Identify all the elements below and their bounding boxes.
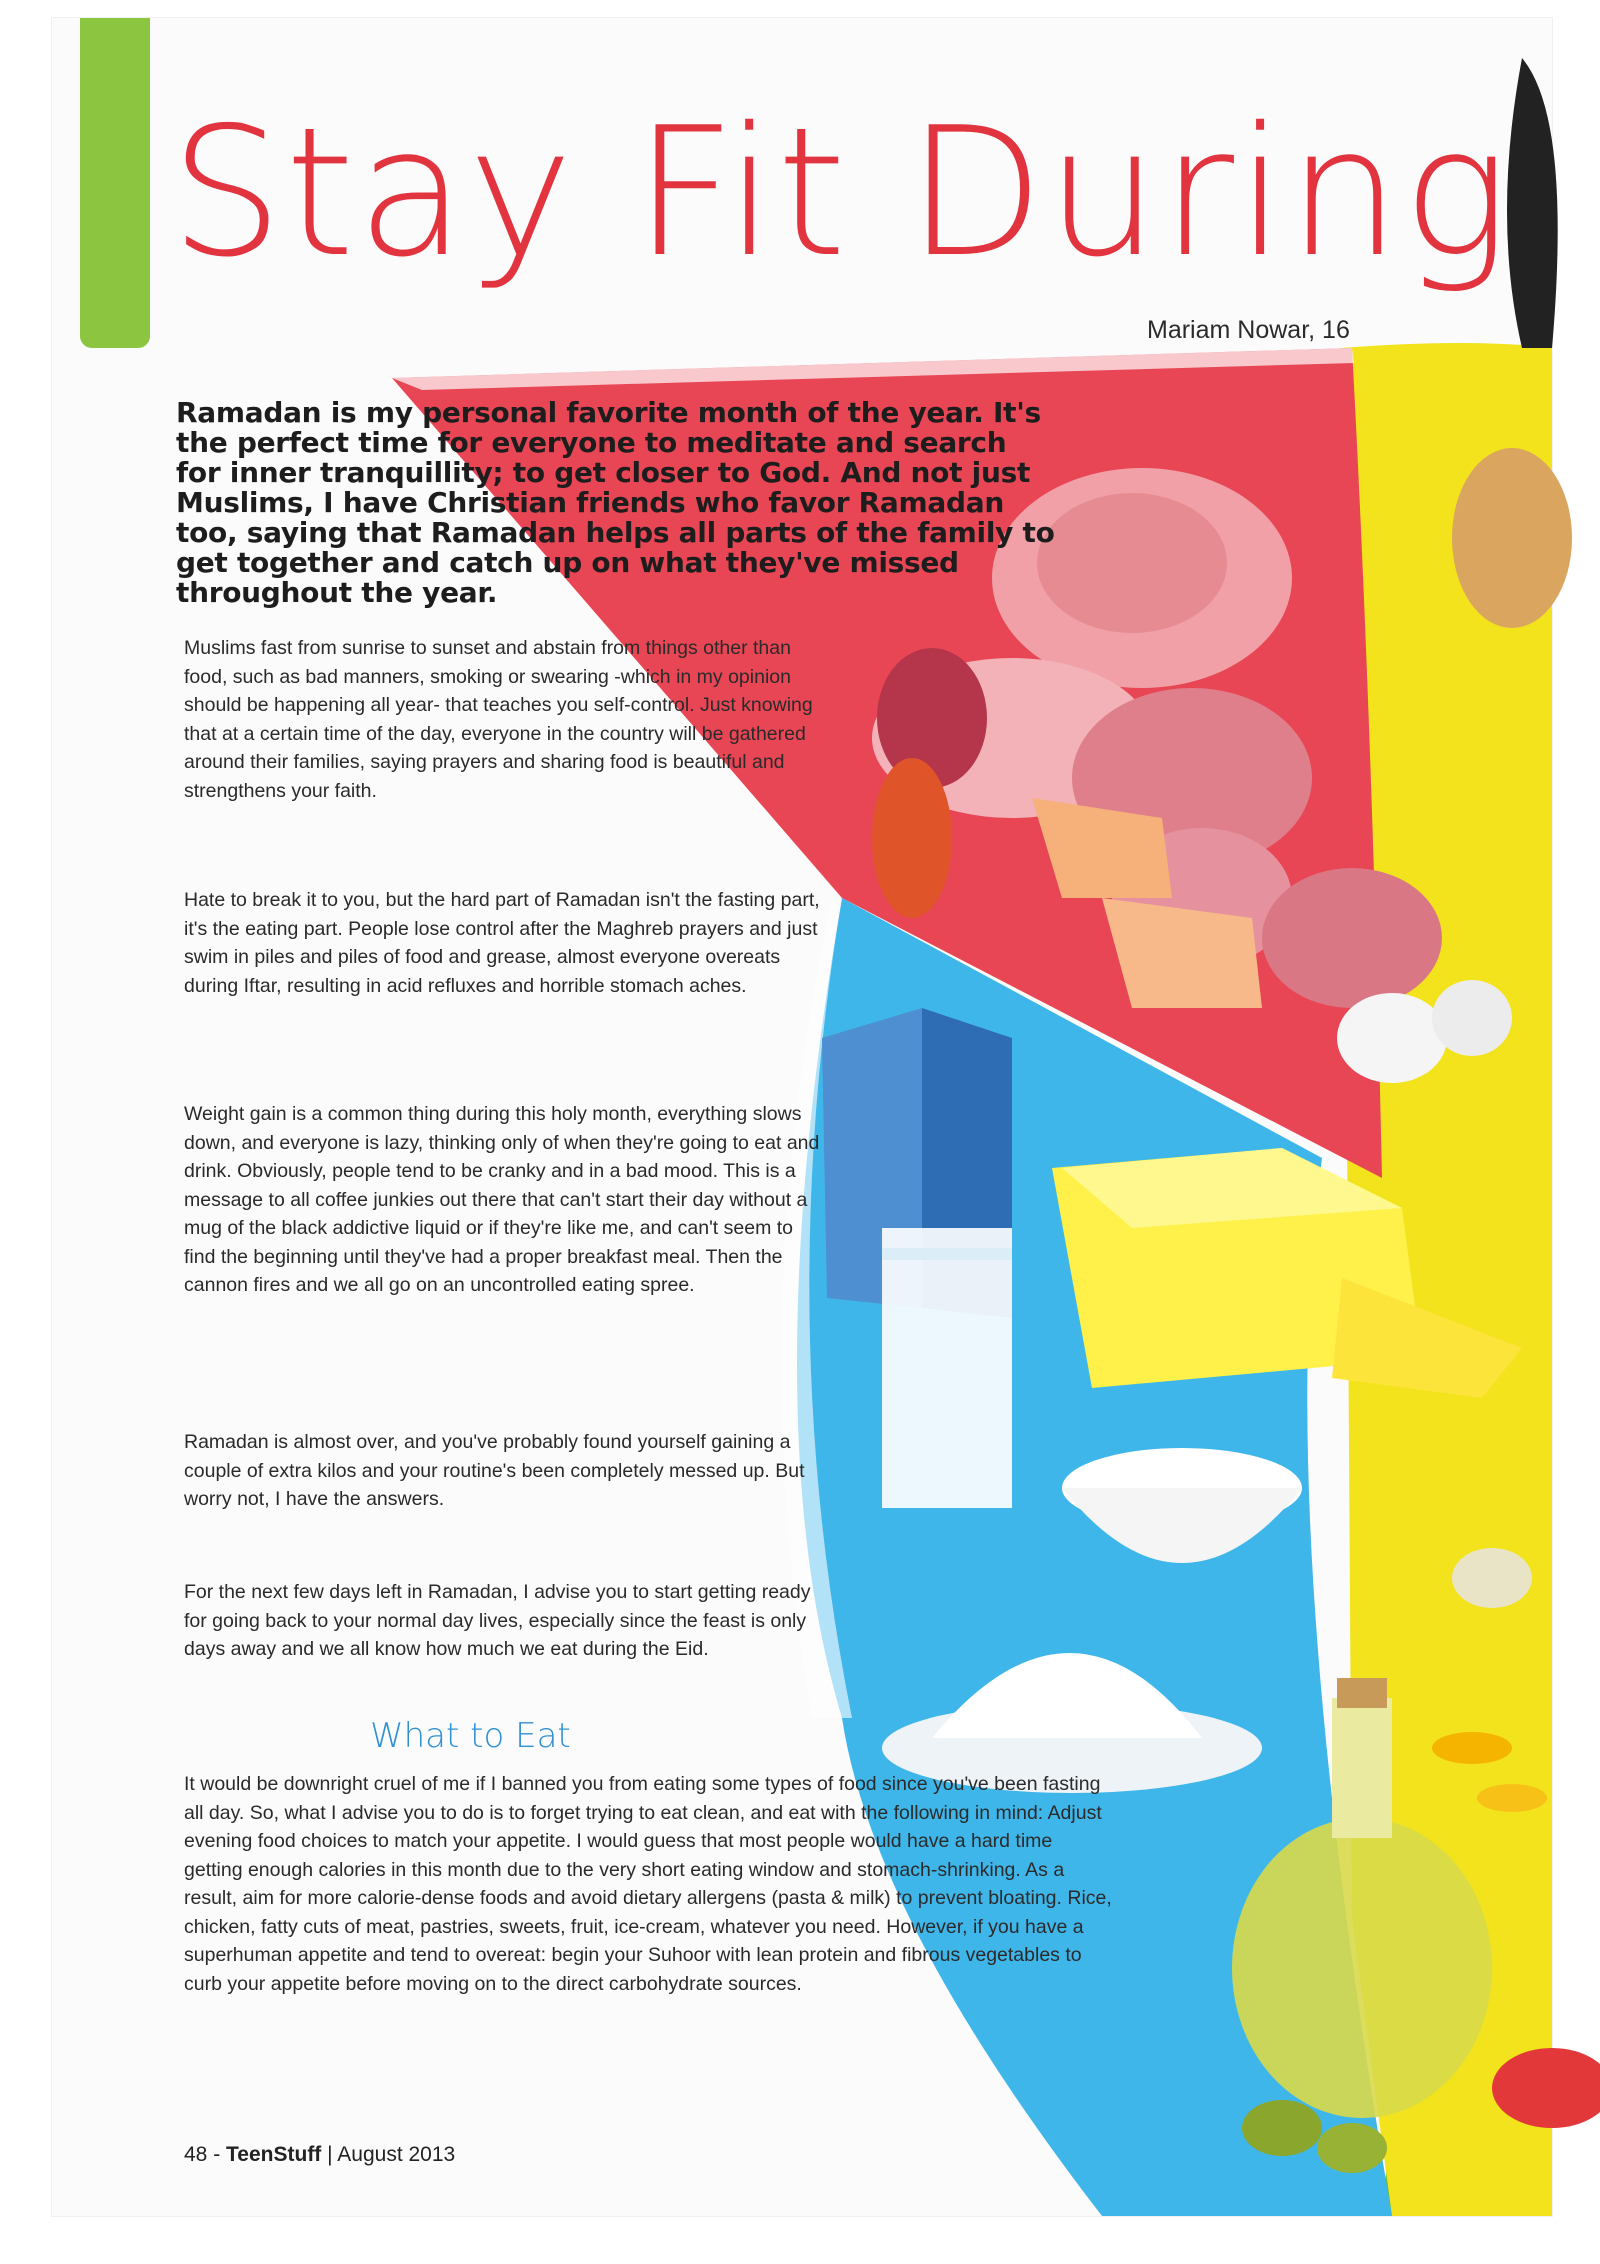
- subheading: What to Eat: [370, 1716, 571, 1756]
- issue-date: August 2013: [337, 2143, 456, 2166]
- page-footer: [184, 2143, 455, 2167]
- magazine-page: [20, 18, 1552, 2216]
- body-paragraph: Hate to break it to you, but the hard part of Ramadan isn't the fasting part, it's the eating part. People lose control after the Maghreb prayers and just swim in piles and piles of food and grease, almost everyone overeats during Iftar, resulting in acid refluxes and horrible stomach aches.: [184, 889, 820, 997]
- author-byline: Mariam Nowar, 16: [1147, 316, 1350, 344]
- section-tab: [20, 18, 150, 348]
- body-paragraph: Muslims fast from sunrise to sunset and abstain from things other than food, such as bad manners, smoking or swearing -which in my opinion should be happening all year- that teaches you self-control. Just knowing that at a certain time of the day, everyone in the country will be gathered around their families, saying prayers and sharing food is beautiful and strengthens your faith.: [184, 637, 813, 802]
- page-number: 48 -: [184, 2143, 227, 2166]
- body-paragraph: Weight gain is a common thing during this holy month, everything slows down, and everyone is lazy, thinking only of when they're going to eat and drink. Obviously, people tend to be cranky and in a bad mood. This is a message to all coffee junkies out there that can't start their day without a mug of the black addictive liquid or if they're like me, and can't seem to find the beginning until they've had a proper breakfast meal. Then the cannon fires and we all go on an uncontrolled eating spree.: [184, 1103, 820, 1296]
- closing-paragraph: It would be downright cruel of me if I banned you from eating some types of food since you've been fasting all day. So, what I advise you to do is to forget trying to eat clean, and eat with the following in mind: Adjust evening food choices to match your appetite. I would guess that most people would have a hard time getting enough calories in this month due to the very short eating window and stomach-shrinking. As a result, aim for more calorie-dense foods and avoid dietary allergens (pasta & milk) to prevent bloating. Rice, chicken, fatty cuts of meat, pastries, sweets, fruit, ice-cream, whatever you need. However, if you have a superhuman appetite and tend to overeat: begin your Suhoor with lean protein and fibrous vegetables to curb your appetite before moving on to the direct carbohydrate sources.: [184, 1773, 1112, 1995]
- magazine-name: TeenStuff: [226, 2143, 322, 2166]
- footer-separator: |: [321, 2143, 338, 2166]
- article-title: Stay Fit During: [170, 89, 1512, 296]
- body-paragraph: Ramadan is almost over, and you've probably found yourself gaining a couple of extra kilos and your routine's been completely messed up. But worry not, I have the answers.: [184, 1431, 805, 1510]
- intro-paragraph: Ramadan is my personal favorite month of the year. It's the perfect time for everyone to meditate and search for inner tranquillity; to get closer to God. And not just Muslims, I have Christian friends who favor Ramadan too, saying that Ramadan helps all parts of the family to get together and catch up on what they've missed throughout the year.: [176, 396, 1055, 609]
- body-paragraph: For the next few days left in Ramadan, I advise you to start getting ready for going back to your normal day lives, especially since the feast is only days away and we all know how much we eat during the Eid.: [184, 1581, 811, 1660]
- section-tab-label: Slice of Life: [20, 78, 50, 228]
